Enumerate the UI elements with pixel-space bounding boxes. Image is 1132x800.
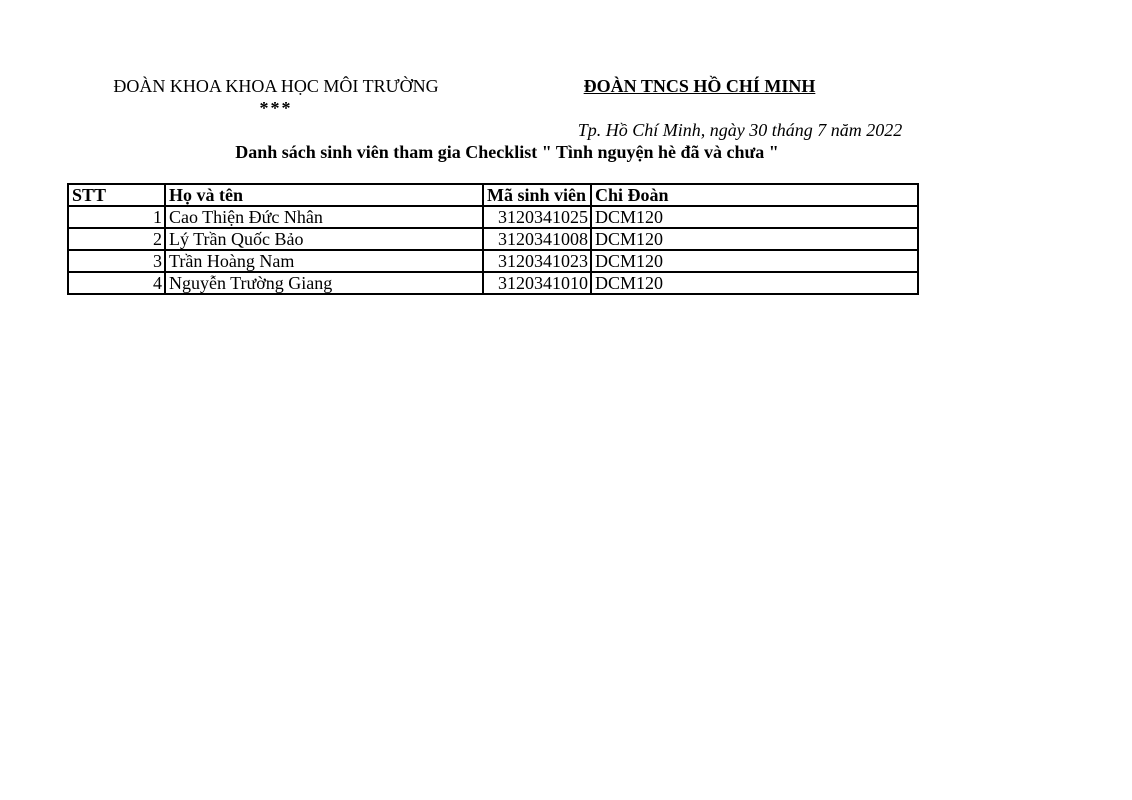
cell-stt: 2 xyxy=(68,228,165,250)
cell-student-id: 3120341008 xyxy=(483,228,591,250)
cell-student-id: 3120341010 xyxy=(483,272,591,294)
column-header-chi-doan: Chi Đoàn xyxy=(591,184,918,206)
org-right-name: ĐOÀN TNCS HỒ CHÍ MINH xyxy=(583,76,816,96)
cell-chi-doan: DCM120 xyxy=(591,250,918,272)
cell-name: Trần Hoàng Nam xyxy=(165,250,483,272)
table-row xyxy=(68,272,918,294)
cell-student-id: 3120341025 xyxy=(483,206,591,228)
column-header-name: Họ và tên xyxy=(165,184,483,206)
cell-student-id: 3120341023 xyxy=(483,250,591,272)
cell-stt: 3 xyxy=(68,250,165,272)
cell-name: Cao Thiện Đức Nhân xyxy=(165,206,483,228)
org-left-name: ĐOÀN KHOA KHOA HỌC MÔI TRƯỜNG xyxy=(113,76,439,96)
table-row xyxy=(68,206,918,228)
org-left-separator: *** xyxy=(259,98,293,118)
cell-name: Nguyễn Trường Giang xyxy=(165,272,483,294)
date-line: Tp. Hồ Chí Minh, ngày 30 tháng 7 năm 2022 xyxy=(577,120,903,140)
cell-chi-doan: DCM120 xyxy=(591,206,918,228)
table-row xyxy=(68,250,918,272)
table-row xyxy=(68,228,918,250)
org-left-block xyxy=(67,75,485,119)
column-header-student-id: Mã sinh viên xyxy=(483,184,591,206)
cell-name: Lý Trần Quốc Bảo xyxy=(165,228,483,250)
header-row xyxy=(68,184,918,206)
column-header-stt: STT xyxy=(68,184,165,206)
students-table-header xyxy=(68,184,918,206)
cell-chi-doan: DCM120 xyxy=(591,272,918,294)
students-table-body xyxy=(68,206,918,294)
students-table xyxy=(67,183,919,295)
page-title: Danh sách sinh viên tham gia Checklist " Tình nguyện hè đã và chưa " xyxy=(235,142,779,162)
cell-stt: 4 xyxy=(68,272,165,294)
cell-chi-doan: DCM120 xyxy=(591,228,918,250)
cell-stt: 1 xyxy=(68,206,165,228)
